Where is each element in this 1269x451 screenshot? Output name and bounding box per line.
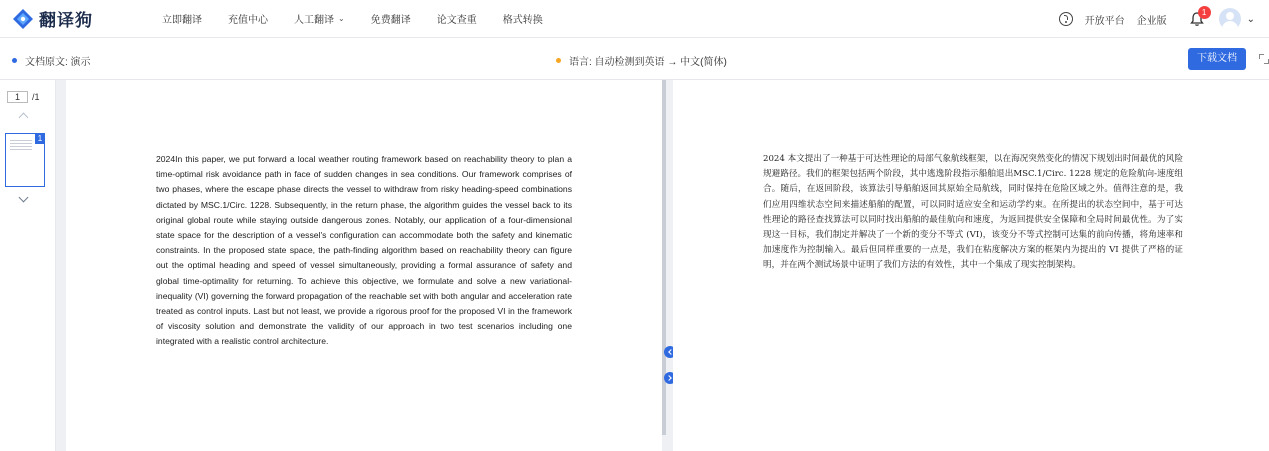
source-document-pane[interactable]	[66, 80, 662, 451]
page-thumbnail-sidebar	[0, 80, 56, 451]
logo-text: 翻译狗	[39, 11, 93, 31]
doc-source-info	[12, 53, 91, 68]
thumbnail-preview	[10, 140, 32, 152]
fullscreen-icon[interactable]	[1259, 54, 1269, 64]
dot-icon	[556, 58, 561, 63]
download-document-button[interactable]: 下载文档	[1188, 48, 1246, 70]
doc-source-label: 文档原文: 演示	[25, 57, 91, 68]
enterprise-link[interactable]: 企业版	[1136, 15, 1167, 27]
page-number-input[interactable]: 1	[7, 91, 28, 103]
chevron-down-icon: ⌄	[338, 14, 345, 23]
language-info	[556, 53, 727, 68]
page-total: /1	[32, 92, 40, 102]
source-text: 2024In this paper, we put forward a local weather routing framework based on reachability theory to plan a time-optimal risk avoidance path in face of sudden changes in sea conditions. Our framework comprises of two phases, where the escape phase directs the vessel to withdraw from risky heading-speed combinations dictated by MSC.1/Circ. 1228. Subsequently, in the return phase, the algorithm guides the vessel back to its original global route while staying outside dangerous zones. Notably, our application of a four-dimensional state space for the description of a vessel's configuration can accommodate both the safety and kinematic constraints. In the proposed state space, the path-finding algorithm based on reachability theory can figure out the optimal heading and speed of vessel simultaneously, providing a formal assurance of safety and global time-optimality for returning. To achieve this objective, we formulate and solve a new variational-inequality (VI) governing the forward propagation of the reachable set with both angular and acceleration rate treated as control inputs. Last but not least, we provide a rigorous proof for the proposed VI in the framework of viscosity solution and demonstrate the validity of our approach in two test scenarios including one integrated with a realistic control architecture.	[156, 154, 572, 347]
chevron-down-icon[interactable]	[19, 193, 29, 203]
logo-dog-icon	[12, 8, 34, 30]
translated-document-pane[interactable]	[673, 80, 1269, 451]
notification-bell-icon[interactable]	[1189, 8, 1207, 27]
translated-text: 2024 本文提出了一种基于可达性理论的局部气象航线框架，以在海况突然变化的情况下规划出时间最优的风险规避路径。我们的框架包括两个阶段，其中逃逸阶段指示船舶退出MSC.1/Circ. 1228 规定的危险航向-速度组合。随后，在返回阶段，该算法引导船舶返回其原始全局航线，同时保持在危险区域之外。值得注意的是，我们应用四维状态空间来描述船舶的配置，可以同时适应安全和运动学约束。在所提出的状态空间中，基于可达性理论的路径查找算法可以同时找出船舶的最佳航向和速度，为返回提供安全保障和全局时间最优性。为了实现这一目标，我们制定并解决了一个新的变分不等式 (VI)，该变分不等式控制可达集的前向传播，将角速率和加速度作为控制输入。最后但同样重要的一点是，我们在粘度解决方案的框架内为提出的 VI 提供了严格的证明，并在两个测试场景中证明了我们方法的有效性，其中一个集成了现实控制架构。	[763, 154, 1183, 271]
app-logo[interactable]	[12, 6, 142, 31]
nav-item-free-translation[interactable]: 免费翻译	[370, 15, 411, 26]
nav-item-translate-now[interactable]: 立即翻译	[162, 15, 202, 26]
open-platform-link[interactable]: 开放平台	[1084, 15, 1125, 27]
nav-item-human-translation[interactable]: 人工翻译 ⌄	[294, 14, 345, 26]
nav-right-group	[1059, 0, 1255, 38]
top-navbar	[0, 0, 1269, 38]
document-toolbar	[0, 38, 1269, 80]
thumbnail-page-number: 1	[35, 133, 45, 144]
avatar[interactable]	[1219, 8, 1241, 30]
nav-item-plagiarism-check[interactable]: 论文查重	[436, 15, 477, 26]
nav-item-recharge[interactable]: 充值中心	[228, 15, 268, 26]
nav-item-format-convert[interactable]: 格式转换	[502, 15, 543, 26]
help-icon[interactable]	[1059, 12, 1073, 26]
chevron-up-icon[interactable]	[19, 113, 29, 123]
page-thumbnail[interactable]	[5, 133, 45, 187]
language-label: 语言: 自动检测到英语 → 中文(简体)	[569, 57, 727, 68]
dot-icon	[12, 58, 17, 63]
notification-badge: 1	[1198, 6, 1211, 19]
main-nav	[162, 11, 569, 26]
chevron-down-icon[interactable]: ⌄	[1246, 13, 1255, 25]
